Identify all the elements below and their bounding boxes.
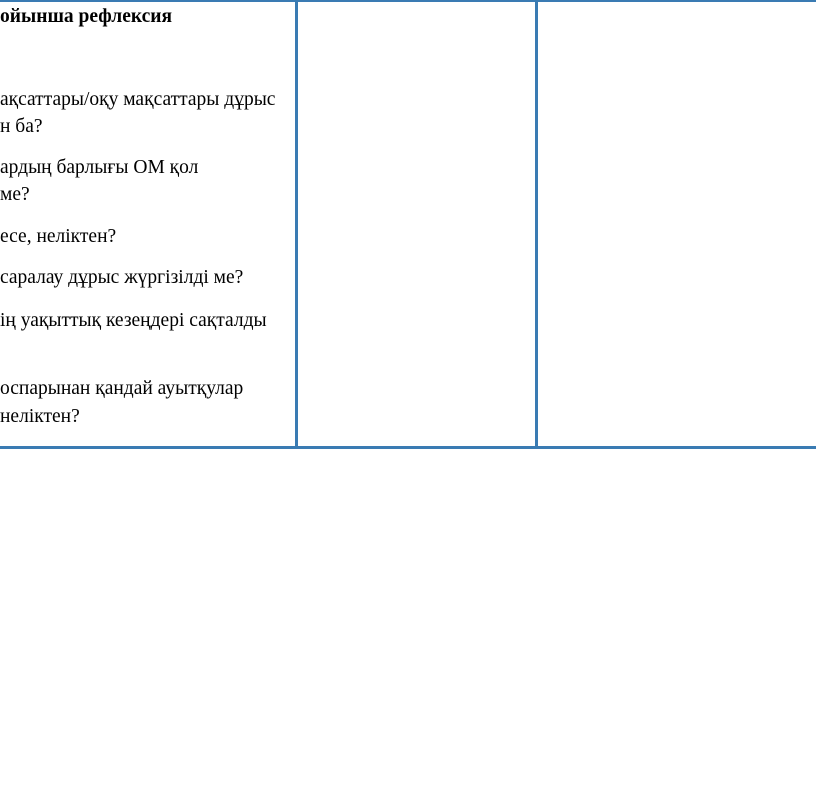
table-bottom-border <box>0 446 816 449</box>
reflection-question-line: н ба? <box>0 116 43 137</box>
reflection-question-line: есе, неліктен? <box>0 226 117 247</box>
reflection-cell[interactable] <box>0 0 295 446</box>
reflection-question-line: саралау дұрыс жүргізілді ме? <box>0 267 244 288</box>
reflection-question-line: неліктен? <box>0 406 80 427</box>
reflection-question-line: оспарынан қандай ауытқулар <box>0 378 244 399</box>
reflection-question-line: ардың барлығы ОМ қол <box>0 157 199 178</box>
reflection-question-line: ің уақыттық кезеңдері сақталды <box>0 310 267 331</box>
empty-cell-middle[interactable] <box>298 2 535 446</box>
reflection-question-line: ме? <box>0 184 30 205</box>
reflection-heading: ойынша рефлексия <box>0 6 173 27</box>
reflection-question-line: ақсаттары/оқу мақсаттары дұрыс <box>0 89 276 110</box>
empty-cell-right[interactable] <box>538 2 816 446</box>
